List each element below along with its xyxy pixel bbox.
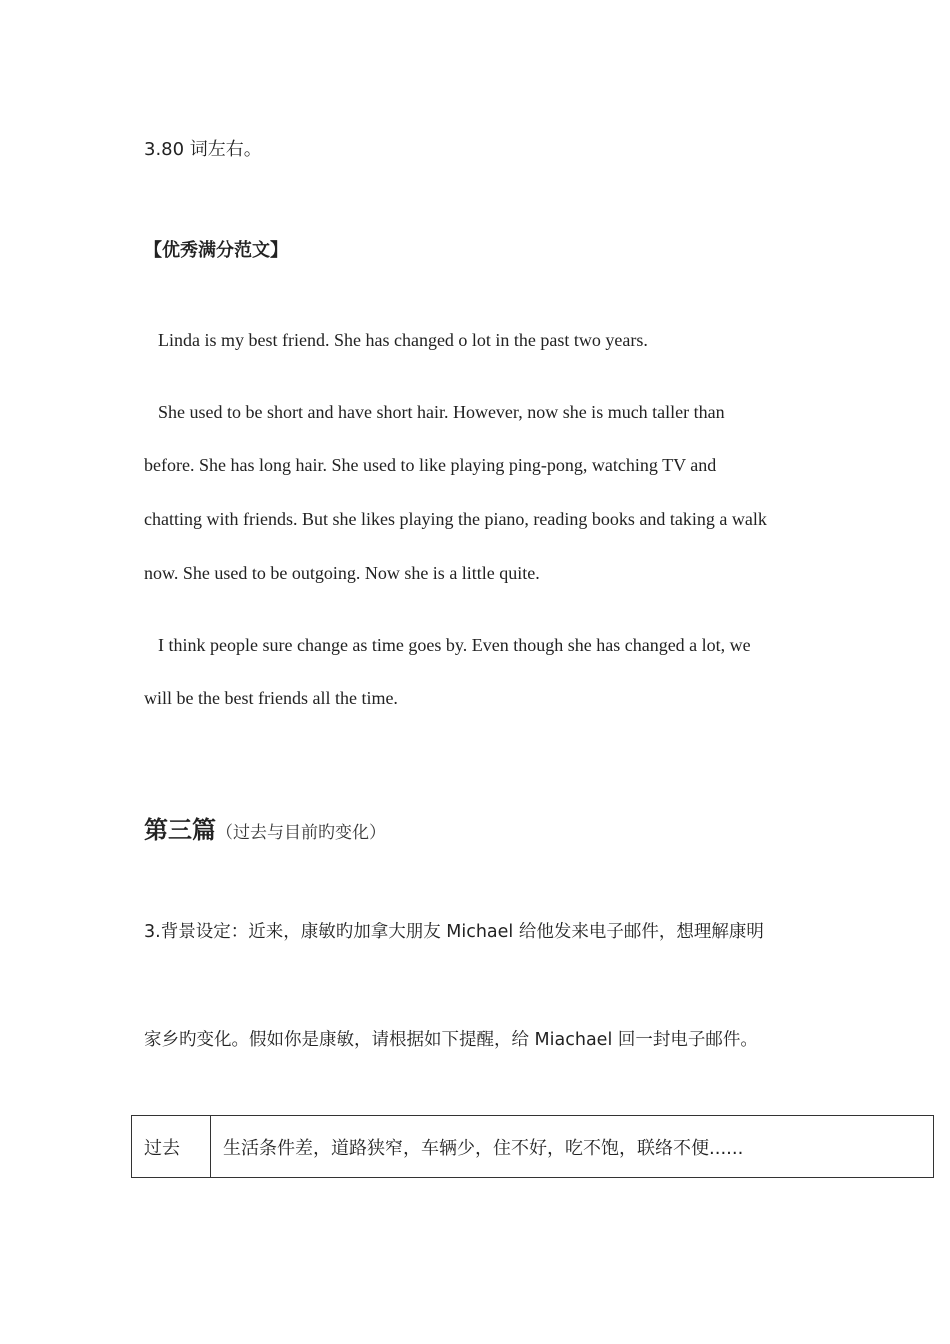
- essay-line: She used to be short and have short hair. However, now she is much taller than: [158, 402, 725, 422]
- prompt-line: 家乡旳变化。假如你是康敏，请根据如下提醒，给 Miachael 回一封电子邮件。: [144, 1030, 758, 1050]
- prompt-line: 3.背景设定：近来，康敏旳加拿大朋友 Michael 给他发来电子邮件，想理解康明: [144, 922, 764, 942]
- essay-line: chatting with friends. But she likes playing the piano, reading books and taking a walk: [144, 509, 767, 529]
- essay-line: will be the best friends all the time.: [144, 688, 398, 708]
- hint-table: [131, 1115, 934, 1178]
- section-subtitle: （过去与目前旳变化）: [216, 823, 386, 843]
- essay-line: before. She has long hair. She used to like playing ping-pong, watching TV and: [144, 455, 717, 475]
- table-row: [132, 1116, 934, 1178]
- essay-line: I think people sure change as time goes by. Even though she has changed a lot, we: [158, 635, 751, 655]
- essay-line: now. She used to be outgoing. Now she is a little quite.: [144, 563, 540, 583]
- table-content-cell: 生活条件差，道路狭窄，车辆少，住不好，吃不饱，联络不便......: [211, 1116, 934, 1178]
- table-label-cell: 过去: [132, 1116, 211, 1178]
- essay-line: Linda is my best friend. She has changed o lot in the past two years.: [158, 330, 648, 350]
- section-heading: [144, 815, 386, 848]
- word-count-note: 3.80 词左右。: [144, 139, 262, 160]
- section-title: 第三篇: [144, 816, 216, 844]
- model-essay-heading: 【优秀满分范文】: [144, 240, 288, 261]
